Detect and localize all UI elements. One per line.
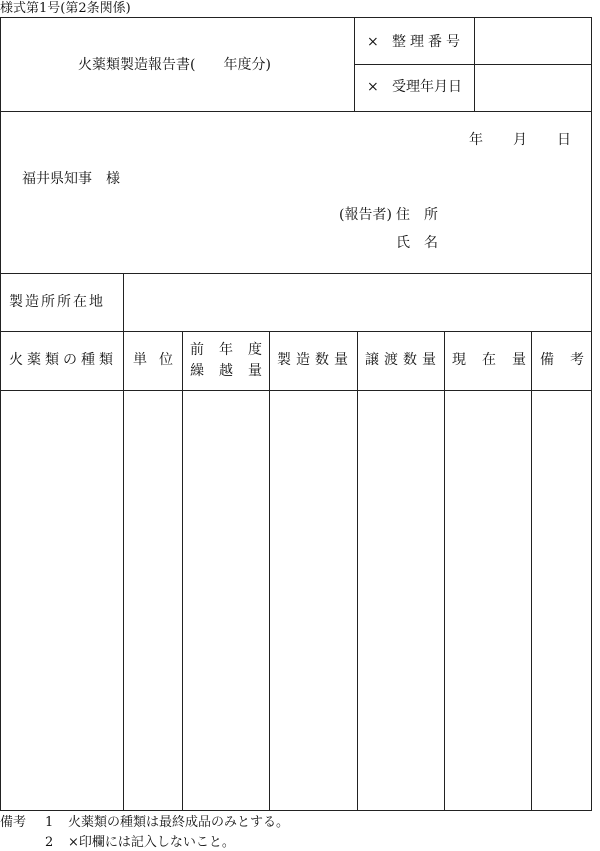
ref-number-mark: ×	[367, 34, 379, 50]
header-type: 火薬類の種類	[9, 352, 117, 368]
date-day: 日	[557, 132, 571, 148]
notes-label: 備考	[0, 815, 27, 830]
note-1-num: 1	[45, 815, 54, 830]
header-carryover-1: 前年度	[190, 342, 277, 358]
form-label: 様式第1号(第2条関係)	[0, 1, 131, 16]
note-1-text: 火薬類の種類は最終成品のみとする。	[68, 815, 290, 830]
header-remarks: 備考	[540, 352, 600, 368]
note-2-text: ×印欄には記入しないこと。	[68, 835, 235, 850]
header-carryover-2: 繰越量	[190, 363, 277, 379]
date-year: 年	[469, 132, 483, 148]
reporter-address-label: 住 所	[396, 207, 438, 223]
ref-number-label: 整理番号	[392, 34, 464, 50]
header-unit: 単位	[133, 352, 185, 368]
location-label: 製造所所在地	[9, 294, 105, 310]
ref-received-mark: ×	[367, 79, 379, 95]
reporter-name-label: 氏 名	[396, 235, 438, 251]
report-title: 火薬類製造報告書( 年度分)	[78, 57, 271, 73]
header-manufactured: 製造数量	[277, 352, 353, 368]
reporter-prefix: (報告者)	[339, 207, 392, 223]
header-transferred: 譲渡数量	[365, 352, 441, 368]
addressee: 福井県知事 様	[22, 171, 120, 187]
ref-received-label: 受理年月日	[392, 79, 462, 95]
header-current: 現在量	[452, 352, 542, 368]
date-month: 月	[513, 132, 527, 148]
note-2-num: 2	[45, 835, 54, 850]
